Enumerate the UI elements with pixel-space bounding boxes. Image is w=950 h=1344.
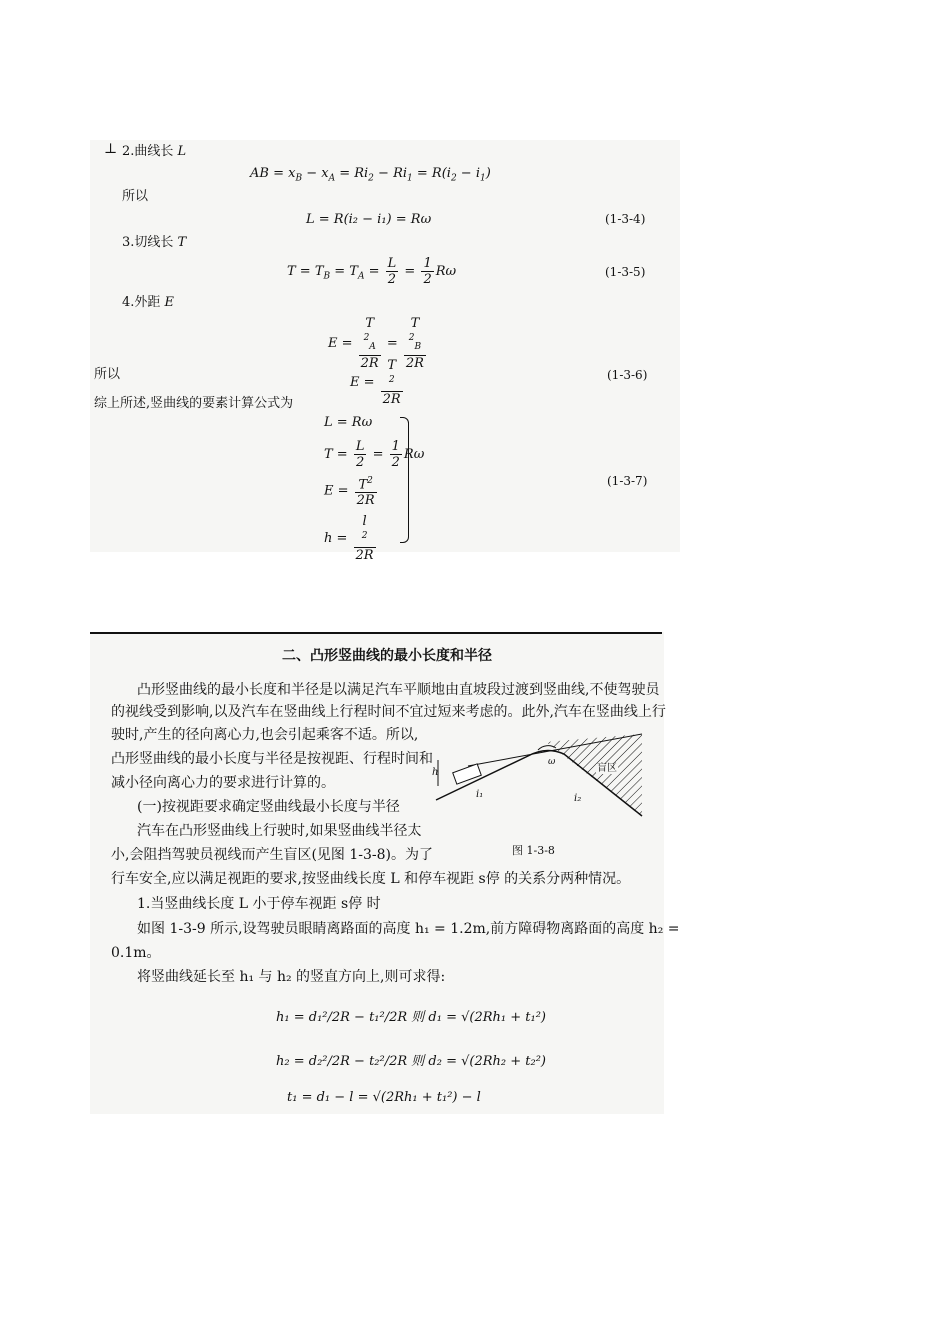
- fig-label-blind-zone: 盲区: [597, 763, 617, 774]
- fig-label-omega: ω: [548, 757, 556, 767]
- para4: 将竖曲线延长至 h₁ 与 h₂ 的竖直方向上,则可求得:: [137, 969, 446, 985]
- section-heading: 二、凸形竖曲线的最小长度和半径: [282, 648, 492, 664]
- equation-E2: E = T $^2$ 2R: [350, 358, 401, 408]
- system-T: T = $\frac{L}{2}$ = $\frac{1}{2}$ Rω: [324, 439, 425, 470]
- item2-label: 2.曲线长 L: [122, 144, 187, 159]
- para1-line3: 驶时,产生的径向离心力,也会引起乘客不适。所以,: [111, 727, 419, 743]
- eq-number-1-3-6: (1-3-6): [607, 368, 648, 382]
- equation-h1: h₁ = d₁²/2R − t₁²/2R 则 d₁ = √(2Rh₁ + t₁²): [276, 1010, 546, 1025]
- fig-label-i1: i₁: [476, 789, 484, 800]
- system-L: L = Rω: [324, 415, 373, 430]
- para1-line1: 凸形竖曲线的最小长度和半径是以满足汽车平顺地由直坡段过渡到竖曲线,不使驾驶员: [137, 682, 660, 698]
- equation-E: E = T $^2_A$ 2R = T $^2_B$ 2R: [328, 316, 424, 371]
- system-h: h = l $^2$ 2R: [324, 514, 374, 564]
- system-E: E = $\frac{T^2}{2R}$: [324, 476, 375, 509]
- item3-label: 3.切线长 T: [122, 235, 187, 250]
- equation-t1: t₁ = d₁ − l = √(2Rh₁ + t₁²) − l: [287, 1090, 481, 1105]
- eq-number-1-3-5: (1-3-5): [605, 265, 646, 279]
- para2-line3: 行车安全,应以满足视距的要求,按竖曲线长度 L 和停车视距 s停 的关系分两种情况。: [111, 871, 631, 887]
- suoyi-1: 所以: [122, 189, 149, 204]
- fig-label-h: h: [432, 767, 439, 778]
- case1-heading: 1.当竖曲线长度 L 小于停车视距 s停 时: [137, 896, 381, 912]
- equation-h2: h₂ = d₂²/2R − t₂²/2R 则 d₂ = √(2Rh₂ + t₂²): [276, 1054, 546, 1069]
- figure-caption: 图 1-3-8: [512, 844, 555, 857]
- para2-line2: 小,会阻挡驾驶员视线而产生盲区(见图 1-3-8)。为了: [111, 847, 434, 863]
- para2-line1: 汽车在凸形竖曲线上行驶时,如果竖曲线半径太: [137, 823, 422, 839]
- eq-number-1-3-7: (1-3-7): [607, 474, 648, 488]
- margin-mark: ⊥: [104, 141, 118, 157]
- system-brace: [400, 417, 409, 543]
- para3-line2: 0.1m。: [111, 945, 161, 961]
- equation-T: $T = T_B = T_A$ = $\frac{L}{2}$ = $\frac{1}{2}$ Rω: [287, 256, 457, 287]
- para1-line2: 的视线受到影响,以及汽车在竖曲线上行程时间不宜过短来考虑的。此外,汽车在竖曲线上行: [111, 704, 666, 720]
- summary-text: 综上所述,竖曲线的要素计算公式为: [94, 396, 294, 411]
- subheading-sight-distance: (一)按视距要求确定竖曲线最小长度与半径: [137, 799, 400, 815]
- para1-line5: 减小径向离心力的要求进行计算的。: [111, 775, 335, 791]
- figure-1-3-8: [428, 728, 650, 840]
- suoyi-2: 所以: [94, 367, 121, 382]
- section-divider: [90, 632, 662, 634]
- para3-line1: 如图 1-3-9 所示,设驾驶员眼睛离路面的高度 h₁ = 1.2m,前方障碍物离路面的高度 h₂ =: [137, 921, 680, 937]
- item4-label: 4.外距 E: [122, 295, 175, 310]
- equation-ab: AB = $x_B - x_A = Ri_2 - Ri_1 = R(i_2 - i_1)$: [250, 166, 491, 184]
- equation-L: L = R(i₂ − i₁) = Rω: [306, 212, 432, 227]
- blind-zone-diagram: [428, 728, 650, 840]
- eq-number-1-3-4: (1-3-4): [605, 212, 646, 226]
- fig-label-i2: i₂: [574, 793, 582, 804]
- angle-arc: [538, 746, 556, 750]
- para1-line4: 凸形竖曲线的最小长度与半径是按视距、行程时间和: [111, 751, 433, 767]
